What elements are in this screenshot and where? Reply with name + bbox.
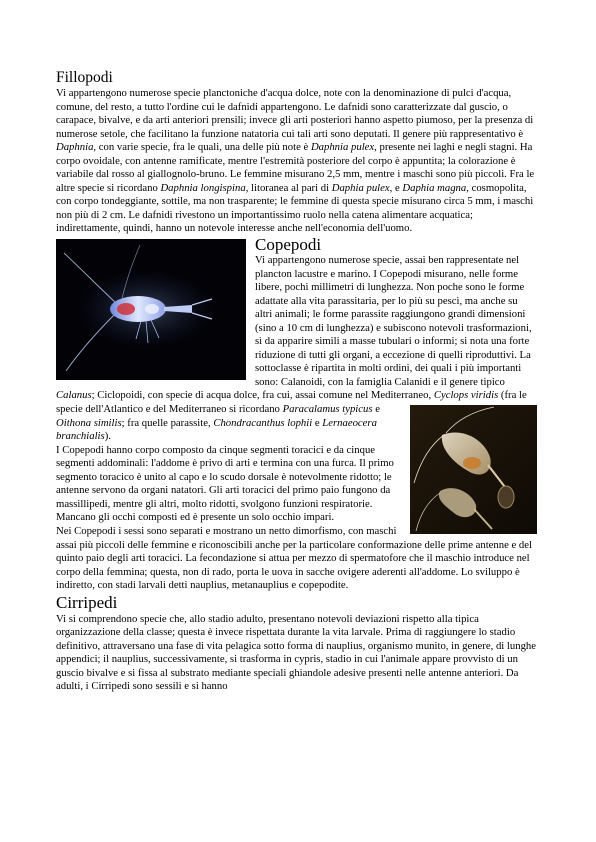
cirripedi-paragraph: Vi si comprendono specie che, allo stadio adulto, presentano notevoli deviazioni rispetto alla tipica organizzazione della classe; questa è invece rispettata durante la vita larvale. Prima di raggiungere lo stadio definitivo, attraversano una fase di vita pelagica sotto forma di nauplius, organismo munito, in genere, di lunghe appendici; il nauplius, successivamente, si trasforma in cypris, stadio in cui l'animale appare provvisto di un guscio bivalve e si fissa al substrato mediante speciali ghiandole adesive presenti nelle antenne anteriori. Da adulti, i Cirripedi sono sessili e si hanno <box>56 612 537 693</box>
document-page <box>56 68 537 694</box>
copepodi-paragraph-2: I Copepodi hanno corpo composto da cinque segmenti toracici e da cinque segmenti addominali: l'addome è privo di arti e termina con una furca. Il primo segmento toracico è unito al capo e lo scudo dorsale è notevolmente ridotto; le antenne servono da organi natatori. Gli arti toracici del primo paio fungono da massillipedi, mentre gli altri, molto ridotti, svolgono funzioni respiratorie. Mancano gli occhi composti ed è presente un solo occhio impari. <box>56 443 394 524</box>
copepod-with-egg-sacs-photo <box>410 405 537 534</box>
copepod-photo <box>56 239 246 380</box>
section-title-fillopodi: Fillopodi <box>56 69 113 86</box>
section-title-cirripedi: Cirripedi <box>56 592 118 612</box>
fillopodi-paragraph: Vi appartengono numerose specie planctoniche d'acqua dolce, note con la denominazione di pulci d'acqua, comune, del resto, a tutto l'ordine cui le dafnidi appartengono. Le dafnidi sono caratterizzate dal guscio, o carapace, bivalve, e da arti anteriori prensili; invece gli arti posteriori hanno aspetto piumoso, per la presenza di numerose setole, che facilitano la funzione natatoria cui tali arti sono deputati. Il genere più rappresentativo è Daphnia, con varie specie, fra le quali, una delle più note è Daphnia pulex, presente nei laghi e negli stagni. Ha corpo ovoidale, con antenne ramificate, mentre l'estremità posteriore del corpo è appuntita; la colorazione è variabile dal rosso al giallognolo-bruno. Le femmine misurano 2,5 mm, mentre i maschi sono più piccoli. Fra le altre specie si ricordano Daphnia longispina, litoranea al pari di Daphia pulex, e Daphia magna, cosmopolita, con corpo tondeggiante, sottile, ma non trasparente; le femmine di questa specie misurano circa 5 mm, i maschi non più di 2 cm. Le dafnidi rivestono un importantissimo ruolo nella catena alimentare acquatica; indirettamente, quindi, hanno un notevole interesse anche nell'economia dell'uomo. <box>56 87 535 235</box>
copepodi-paragraph-3: Nei Copepodi i sessi sono separati e mostrano un netto dimorfismo, con maschi assai più piccoli delle femmine e riconoscibili anche per la particolare conformazione delle prime antenne e del quinto paio degli arti toracici. La fecondazione si attua per mezzo di spermatofore che il maschio introduce nel corpo della femmina; questa, non di rado, porta le uova in sacche ovigere aderenti all'addome. Lo sviluppo è indiretto, con stadi larvali detti nauplius, metanauplius e copepodite. <box>56 524 532 592</box>
copepodi-paragraph-1: Vi appartengono numerose specie, assai ben rappresentate nel plancton lacustre e marino. I Copepodi misurano, nelle forme libere, pochi millimetri di lunghezza. Non poche sono le forme adattate alla vita parassitaria, per lo più su pesci, ma anche su altri animali; le forme parassite raggiungono grandi dimensioni (sino a 10 cm di lunghezza) e subiscono notevoli trasformazioni, sì da apparire simili a masse tubulari o informi; si nota una forte riduzione di tutti gli organi, a eccezione di quelli riproduttivi. La sottoclasse è ripartita in molti ordini, dei quali i più importanti sono: Calanoidi, con la famiglia Calanidi e il genere tipico Calanus; Ciclopoidi, con specie di acqua dolce, fra cui, assai comune nel Mediterraneo, Cyclops viridis (fra le specie dell'Atlantico e del Mediterraneo si ricordano Paracalamus typicus e Oithona similis; fra quelle parassite, Chondracanthus lophii e Lernaeocera branchialis). <box>56 254 537 444</box>
section-title-copepodi: Copepodi <box>255 235 322 255</box>
